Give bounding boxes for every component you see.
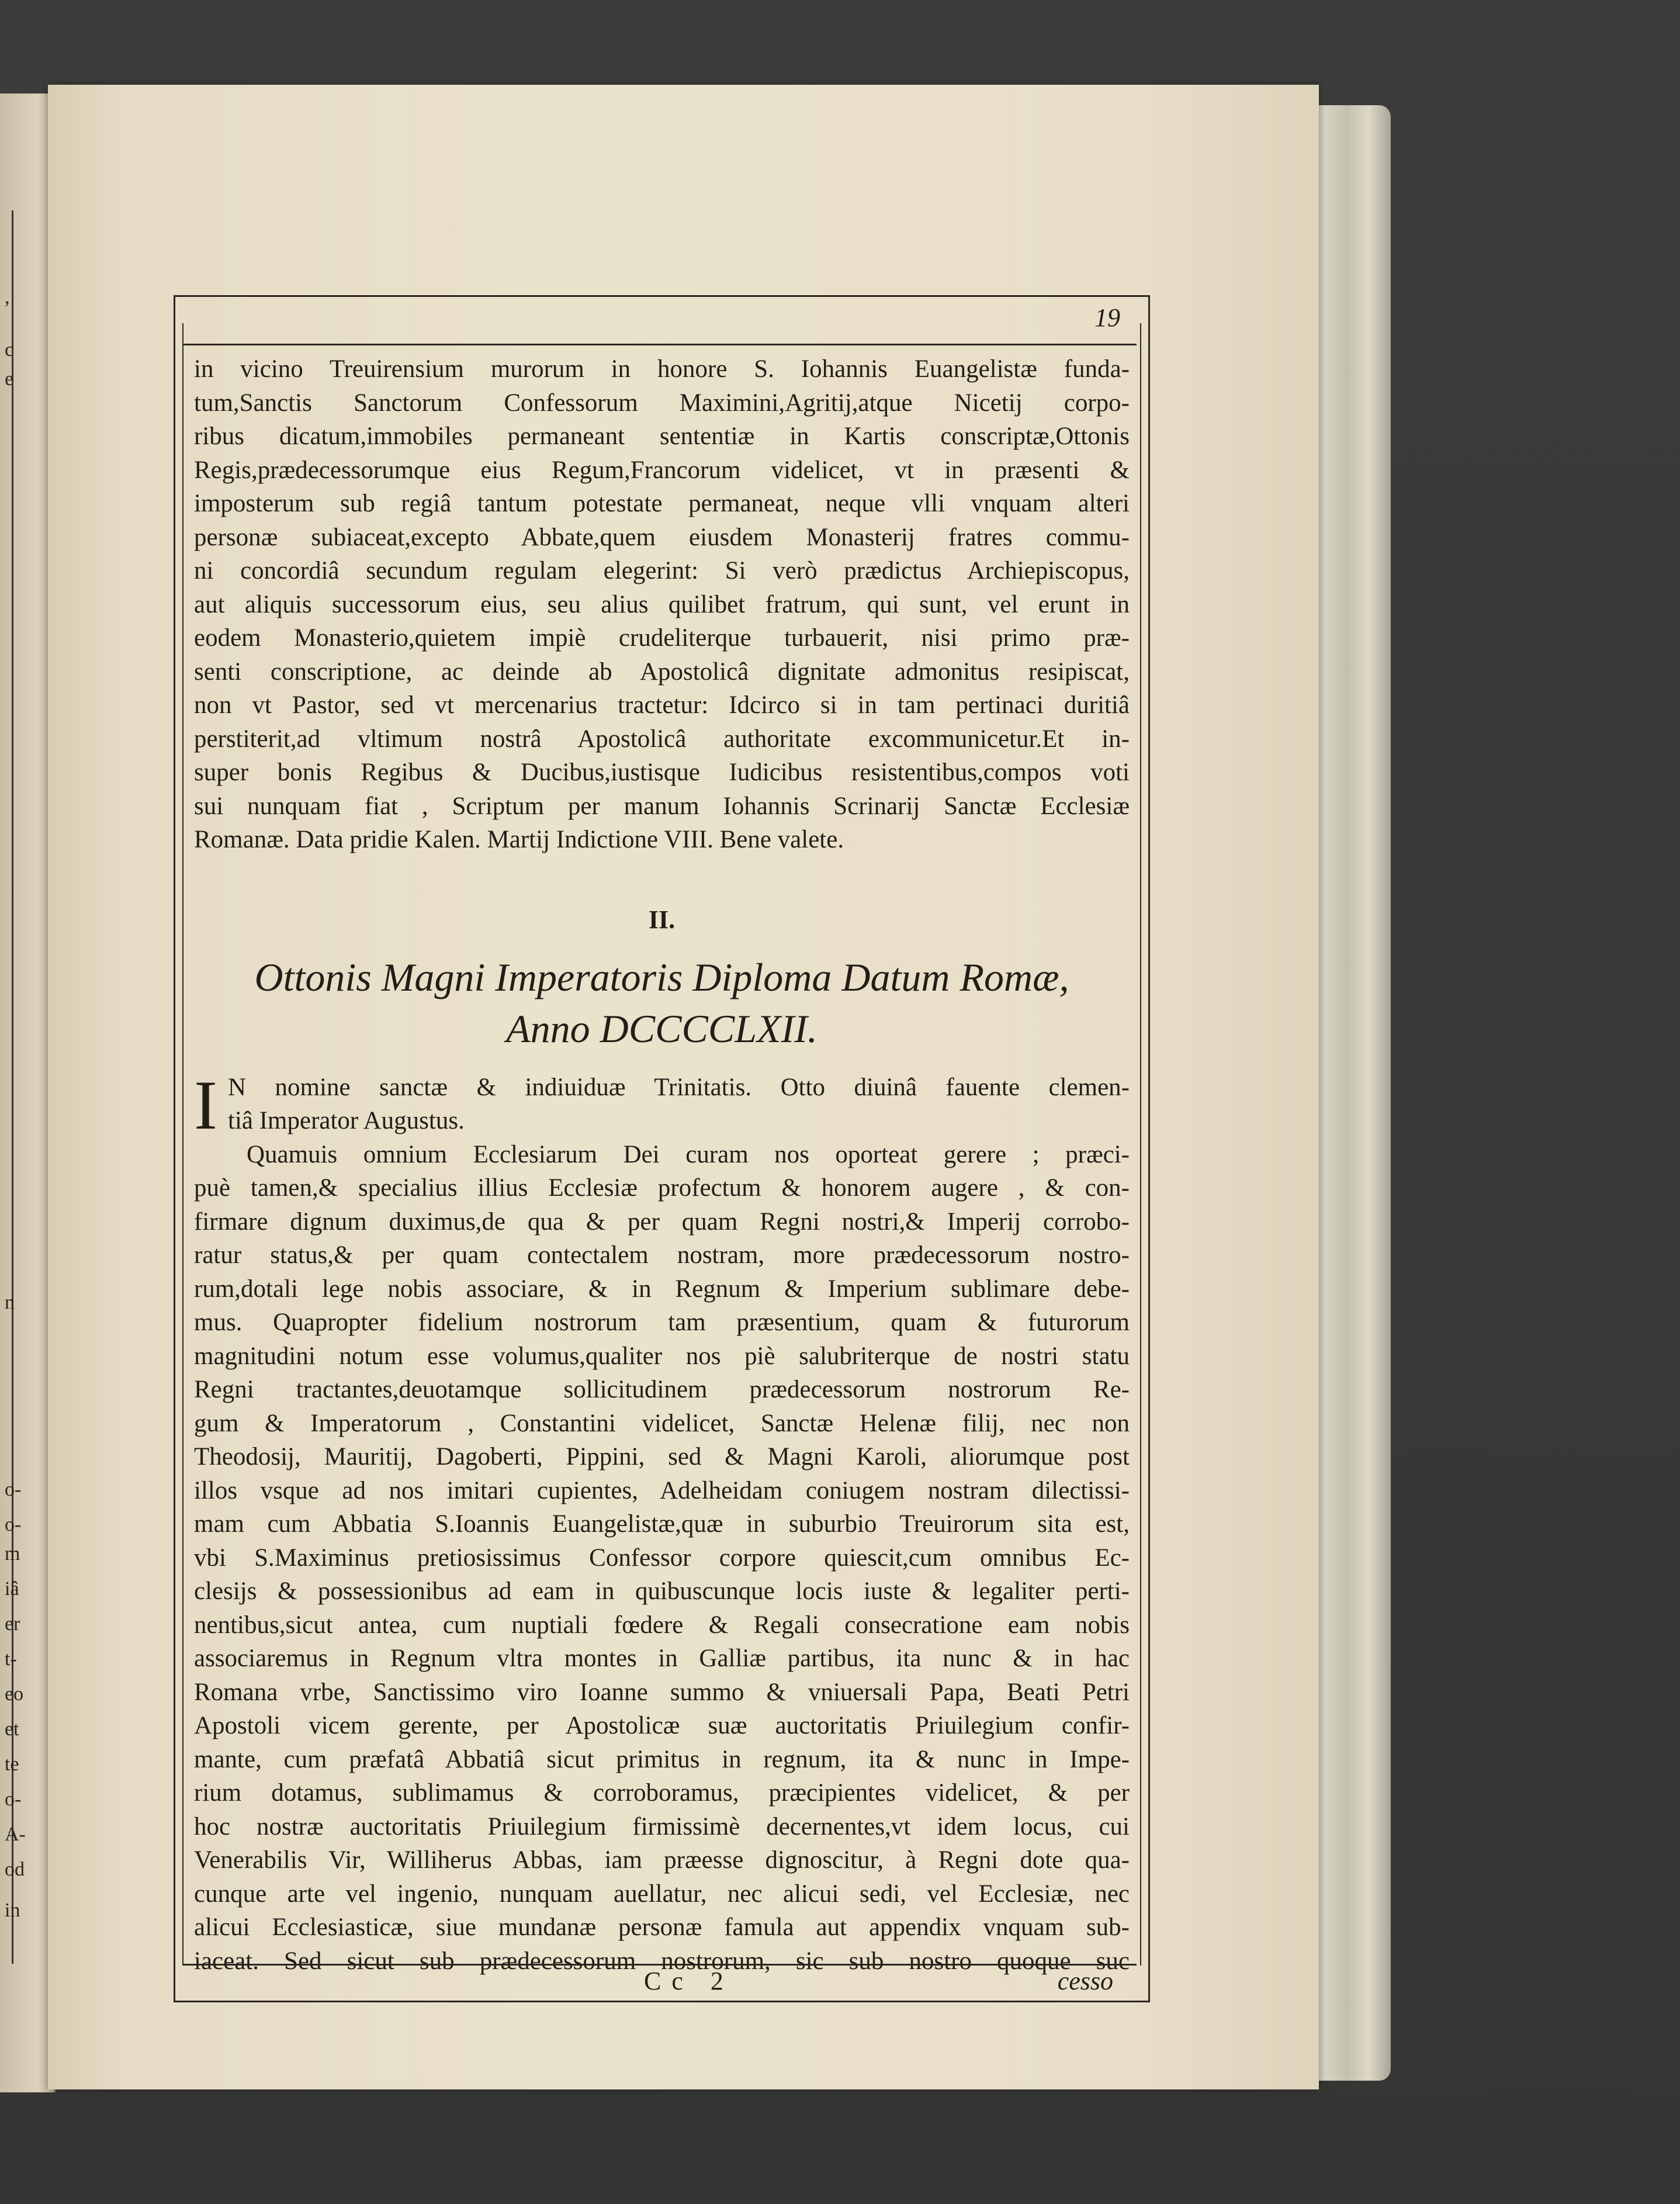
text-line: illos vsque ad nos imitari cupientes, Adelheidam coniugem nostram dilectissi-	[194, 1476, 1130, 1504]
signature-mark: Cc 2	[644, 1967, 734, 1995]
text-line: Romanæ. Data pridie Kalen. Martij Indictione VIII. Bene valete.	[194, 826, 844, 853]
book-page	[48, 85, 1319, 2089]
text-line: Regni tractantes,deuotamque sollicitudinem prædecessorum nostrorum Re-	[194, 1376, 1130, 1403]
text-line: Apostoli vicem gerente, per Apostolicæ suæ auctoritatis Priuilegium confir-	[194, 1712, 1130, 1739]
margin-fragment: o-	[5, 1479, 22, 1500]
margin-fragment: o-	[5, 1514, 22, 1535]
section-number: II.	[648, 905, 676, 934]
previous-page-edge	[0, 94, 56, 2092]
margin-fragment: od	[5, 1859, 25, 1880]
margin-fragment: o-	[5, 1788, 22, 1810]
margin-fragment: m	[5, 1543, 20, 1565]
text-line: eodem Monasterio,quietem impiè crudeliterque turbauerit, nisi primo præ-	[194, 624, 1130, 652]
text-line: mante, cum præfatâ Abbatiâ sicut primitus in regnum, ita & nunc in Impe-	[194, 1745, 1130, 1773]
text-line: Theodosij, Mauritij, Dagoberti, Pippini, sed & Magni Karoli, aliorumque post	[194, 1443, 1130, 1471]
diploma-text	[194, 1065, 1130, 1978]
text-line: mus. Quapropter fidelium nostrorum tam præsentium, quam & futurorum	[194, 1309, 1130, 1336]
diploma-heading	[194, 952, 1130, 1054]
text-line: hoc nostræ auctoritatis Priuilegium firmissimè decernentes,vt idem locus, cui	[194, 1812, 1130, 1840]
text-line: perstiterit,ad vltimum nostrâ Apostolicâ authoritate excommunicetur.Et in-	[194, 725, 1130, 753]
text-line: non vt Pastor, sed vt mercenarius tractetur: Idcirco si in tam pertinaci duritiâ	[194, 691, 1130, 719]
margin-fragment: c	[5, 339, 14, 361]
text-line: in vicino Treuirensium murorum in honore S. Iohannis Euangelistæ funda-	[194, 355, 1130, 383]
text-frame	[174, 295, 1150, 2002]
text-line: imposterum sub regiâ tantum potestate permaneat, neque vlli vnquam alteri	[194, 490, 1130, 517]
text-line: iaceat. Sed sicut sub prædecessorum nostrorum, sic sub nostro quoque suc	[194, 1947, 1130, 1975]
catchword: cesso	[1057, 1967, 1113, 1995]
text-line: Romana vrbe, Sanctissimo viro Ioanne summo & vniuersali Papa, Beati Petri	[194, 1678, 1130, 1706]
text-block	[194, 352, 1130, 1978]
text-line: puè tamen,& specialius illius Ecclesiæ profectum & honorem augere , & con-	[194, 1174, 1130, 1202]
margin-fragment: er	[5, 1613, 20, 1635]
text-line: N nomine sanctæ & indiuiduæ Trinitatis. Otto diuinâ fauente clemen-	[228, 1073, 1130, 1101]
text-line: alicui Ecclesiasticæ, siue mundanæ personæ famula aut appendix vnquam sub-	[194, 1914, 1130, 1941]
text-line: vbi S.Maximinus pretiosissimus Confessor corpore quiescit,cum omnibus Ec-	[194, 1544, 1130, 1572]
text-line: rium dotamus, sublimamus & corroboramus, præcipientes videlicet, & per	[194, 1779, 1130, 1807]
text-line: Regis,prædecessorumque eius Regum,Francorum videlicet, vt in præsenti &	[194, 456, 1130, 484]
text-line: ratur status,& per quam contectalem nostram, more prædecessorum nostro-	[194, 1241, 1130, 1269]
text-line: aut aliquis successorum eius, seu alius quilibet fratrum, qui sunt, vel erunt in	[194, 590, 1130, 618]
margin-fragment: ,	[5, 286, 10, 308]
text-line: Quamuis omnium Ecclesiarum Dei curam nos oporteat gerere ; præci-	[247, 1140, 1130, 1168]
text-line: senti conscriptione, ac deinde ab Apostolicâ dignitate admonitus resipiscat,	[194, 658, 1130, 686]
text-line: clesijs & possessionibus ad eam in quibuscunque locis iuste & legaliter perti-	[194, 1577, 1130, 1605]
text-line: ribus dicatum,immobiles permaneant sententiæ in Kartis conscriptæ,Ottonis	[194, 423, 1130, 450]
margin-fragment: A-	[5, 1824, 26, 1845]
text-line: super bonis Regibus & Ducibus,iustisque Iudicibus resistentibus,compos voti	[194, 759, 1130, 786]
page-footer	[182, 1967, 1137, 1999]
text-line: nentibus,sicut antea, cum nuptiali fœdere & Regali consecratione eam nobis	[194, 1611, 1130, 1639]
margin-fragment: eo	[5, 1683, 24, 1705]
continuation-text	[194, 352, 1130, 857]
header-rule	[182, 344, 1137, 345]
opening-paragraph	[194, 1065, 1130, 1144]
margin-fragment: te	[5, 1753, 19, 1775]
drop-capital: I	[194, 1065, 217, 1144]
text-line: personæ subiaceat,excepto Abbate,quem eiusdem Monasterij fratres commu-	[194, 523, 1130, 551]
text-line: gum & Imperatorum , Constantini videlicet, Sanctæ Helenæ filij, nec non	[194, 1409, 1130, 1437]
text-line: mam cum Abbatia S.Ioannis Euangelistæ,quæ in suburbio Treuirorum sita est,	[194, 1510, 1130, 1538]
margin-fragment: t-	[5, 1648, 17, 1670]
text-line: cunque arte vel ingenio, nunquam auellatur, nec alicui sedi, vel Ecclesiæ, nec	[194, 1880, 1130, 1908]
margin-fragment: iâ	[5, 1578, 19, 1600]
text-line: tiâ Imperator Augustus.	[228, 1107, 465, 1134]
text-line: ni concordiâ secundum regulam elegerint: Si verò prædictus Archiepiscopus,	[194, 557, 1130, 584]
text-line: firmare dignum duximus,de qua & per quam Regni nostri,& Imperij corrobo-	[194, 1207, 1130, 1236]
margin-fragment: n	[5, 1292, 15, 1313]
text-line: sui nunquam fiat , Scriptum per manum Iohannis Scrinarij Sanctæ Ecclesiæ	[194, 792, 1130, 820]
text-line: tum,Sanctis Sanctorum Confessorum Maximini,Agritij,atque Nicetij corpo-	[194, 389, 1130, 417]
margin-fragment: e	[5, 368, 14, 390]
heading-line: Anno DCCCCLXII.	[506, 1006, 818, 1051]
text-line: magnitudini notum esse volumus,qualiter nos piè salubriterque de nostri statu	[194, 1342, 1130, 1370]
heading-line: Ottonis Magni Imperatoris Diploma Datum Romæ,	[254, 954, 1069, 999]
page-number: 19	[1094, 303, 1120, 332]
margin-fragment: et	[5, 1718, 19, 1740]
text-line: Venerabilis Vir, Williherus Abbas, iam præesse dignoscitur, à Regni dote qua-	[194, 1846, 1130, 1874]
footer-rule	[182, 1964, 1137, 1966]
text-line: rum,dotali lege nobis associare, & in Regnum & Imperium sublimare debe-	[194, 1275, 1130, 1303]
text-line: associaremus in Regnum vltra montes in Galliæ partibus, ita nunc & in hac	[194, 1645, 1130, 1672]
margin-fragment: in	[5, 1899, 20, 1921]
